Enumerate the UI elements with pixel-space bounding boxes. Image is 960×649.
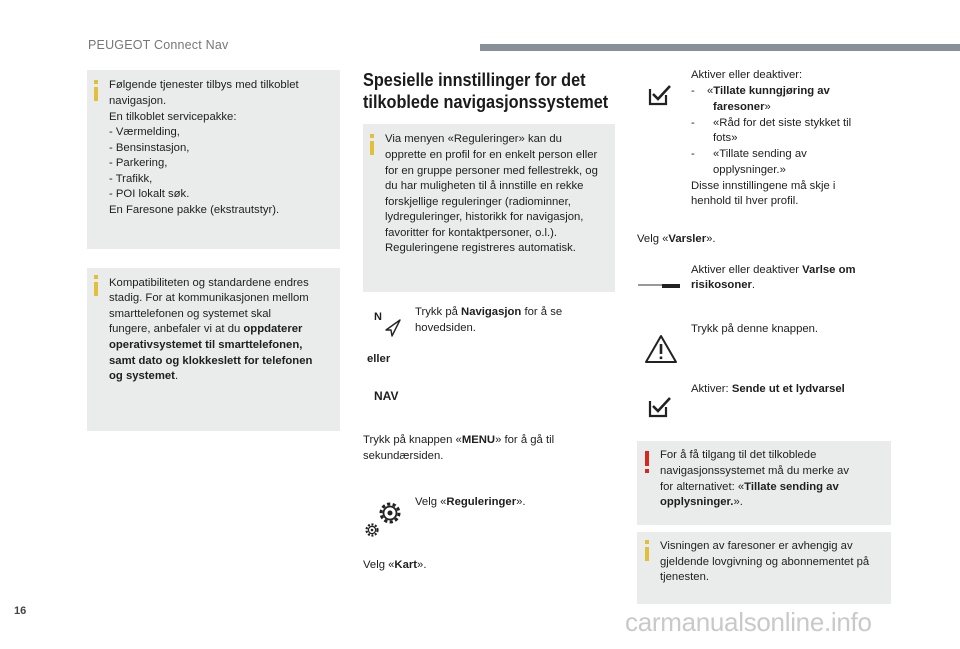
text-line: sekundærsiden. <box>363 450 444 462</box>
toggle-line-icon <box>638 282 680 290</box>
checkbox-faresoner[interactable] <box>648 84 672 106</box>
text-line: Trykk på denne knappen. <box>691 323 819 335</box>
text-line: En tilkoblet servicepakke: <box>109 111 237 123</box>
text-line: Kompatibiliteten og standardene endres <box>109 277 309 289</box>
list-item: fots» <box>713 132 738 144</box>
warning-marker <box>645 451 649 466</box>
info-box-faresoner <box>637 532 891 604</box>
list-item: - Trafikk, <box>109 173 153 185</box>
text-line: navigasjonssystemet må du merke av <box>660 465 849 477</box>
eller-label: eller <box>367 353 391 365</box>
list-item: «Tillate kunngjøring av <box>707 85 830 97</box>
text-line: fungere, anbefaler vi at du oppdaterer <box>109 323 303 335</box>
list-item: - Bensinstasjon, <box>109 142 190 154</box>
header-bar <box>480 44 960 51</box>
page-number: 16 <box>14 605 27 617</box>
text-line: du har muligheten til å innstille en rekke <box>385 180 584 192</box>
text-line: Visningen av faresoner er avhengig av <box>660 540 853 552</box>
checkbox-lydvarsel[interactable] <box>648 396 672 418</box>
text-line: stadig. For at kommunikasjonen mellom <box>109 292 309 304</box>
list-item: «Tillate sending av <box>713 148 807 160</box>
navigation-button[interactable] <box>374 310 406 338</box>
header-title: PEUGEOT Connect Nav <box>88 38 229 52</box>
text-line: gjeldende lovgivning og abonnementet på <box>660 556 870 568</box>
text-line: for alternativet: «Tillate sending av <box>660 481 839 493</box>
menu-text: Trykk på knappen «MENU» for å gå til <box>363 434 555 446</box>
settings-button[interactable] <box>364 497 406 539</box>
list-dash: - <box>691 148 695 160</box>
heading-line: tilkoblede navigasjonssystemet <box>363 91 609 112</box>
checkbox-check-icon <box>648 84 672 106</box>
text-line: henhold til hver profil. <box>691 195 799 207</box>
varsle-text: Aktiver eller deaktiver Varlse om <box>691 264 856 276</box>
reguleringer-text: Velg «Reguleringer». <box>415 496 526 508</box>
kart-text: Velg «Kart». <box>363 559 427 571</box>
list-item: - Værmelding, <box>109 126 180 138</box>
text-line: for en gruppe personer med fellestrekk, og <box>385 165 598 177</box>
toggle-risikosoner[interactable] <box>638 282 680 290</box>
text-line: Via menyen «Reguleringer» kan du <box>385 133 562 145</box>
list-item: opplysninger.» <box>713 164 786 176</box>
section-heading <box>363 69 608 113</box>
text-line: hovedsiden. <box>415 322 476 334</box>
gear-icon <box>364 497 406 539</box>
text-line: favoritter for kontaktpersoner, o.l.). <box>385 227 558 239</box>
text-line: Reguleringene registreres automatisk. <box>385 242 576 254</box>
list-dash: - <box>691 117 695 129</box>
varsle-text-2: risikosoner. <box>691 279 756 291</box>
list-item: faresoner» <box>713 101 771 113</box>
info-box-compatibility <box>87 268 340 431</box>
watermark: carmanualsonline.info <box>625 607 872 637</box>
text-line: og systemet. <box>109 370 179 382</box>
list-dash: - <box>691 85 695 97</box>
text-line: smarttelefonen og systemet skal <box>109 308 271 320</box>
text-line: samt dato og klokkeslett for telefonen <box>109 355 313 367</box>
list-item: - POI lokalt søk. <box>109 188 190 200</box>
list-item: «Råd for det siste stykket til <box>713 117 852 129</box>
info-marker <box>94 282 98 296</box>
sende-text: Aktiver: Sende ut et lydvarsel <box>691 383 845 395</box>
heading-line: Spesielle innstillinger for det <box>363 69 586 90</box>
text-line: Følgende tjenester tilbys med tilkoblet <box>109 79 299 91</box>
warning-box <box>637 441 891 525</box>
text-line: opplysninger.». <box>660 496 743 508</box>
text-line: forskjellige reguleringer (radiominner, <box>385 196 571 208</box>
nav-text: Trykk på Navigasjon for å se <box>415 306 563 318</box>
info-marker <box>645 547 649 561</box>
text-line: Disse innstillingene må skje i <box>691 180 836 192</box>
list-item: - Parkering, <box>109 157 168 169</box>
checkbox-check-icon <box>648 396 672 418</box>
text-line: lydreguleringer, historikk for navigasjon, <box>385 211 584 223</box>
navigation-arrow-icon <box>374 310 406 338</box>
text-line: opprette en profil for en enkelt person eller <box>385 149 598 161</box>
varsler-text: Velg «Varsler». <box>637 233 716 245</box>
warning-triangle-icon <box>644 334 678 364</box>
info-box-reguleringer <box>363 124 615 292</box>
info-marker <box>370 141 374 155</box>
text-line: En Faresone pakke (ekstrautstyr). <box>109 204 280 216</box>
nav-button-label[interactable]: NAV <box>374 389 399 403</box>
text-line: tjenesten. <box>660 571 709 583</box>
info-marker <box>94 87 98 101</box>
north-letter: N <box>374 311 382 323</box>
text-line: Aktiver eller deaktiver: <box>691 69 803 81</box>
text-line: navigasjon. <box>109 95 167 107</box>
text-line: operativsystemet til smarttelefonen, <box>109 339 303 351</box>
info-box-services <box>87 70 340 249</box>
warning-button[interactable] <box>644 334 678 364</box>
text-line: For å få tilgang til det tilkoblede <box>660 449 817 461</box>
